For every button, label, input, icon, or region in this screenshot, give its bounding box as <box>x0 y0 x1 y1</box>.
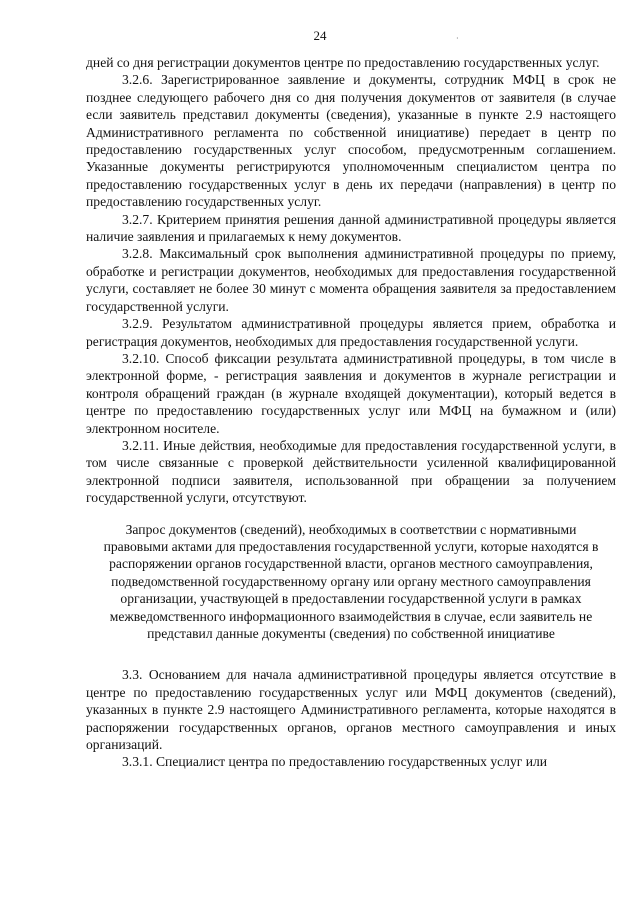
paragraph-3-2-10: 3.2.10. Способ фиксации результата административной процедуры, в том числе в электронной форме, - регистрация заявления и документов в журнале регистрации и контроля обращений граждан (в журнале входящей документации), который ведется в центре по предоставлению государственных услуг или МФЦ на бумажном и (или) электронном носителе. <box>86 350 616 436</box>
page-number: 24 <box>313 28 327 43</box>
paragraph-3-3: 3.3. Основанием для начала административной процедуры является отсутствие в центре по предоставлению государственных услуг или МФЦ документов (сведений), указанных в пункте 2.9 настоящего Административного регламента, которые находятся в распоряжении государственных органов, органов местного самоуправления и иных организаций. <box>86 667 616 753</box>
paragraph-3-2-7: 3.2.7. Критерием принятия решения данной административной процедуры является наличие заявления и прилагаемых к нему документов. <box>86 211 616 245</box>
spacer <box>86 507 616 521</box>
body-text <box>86 54 616 771</box>
paragraph-3-2-9: 3.2.9. Результатом административной процедуры является прием, обработка и регистрация документов, необходимых для предоставления государственной услуги. <box>86 316 616 349</box>
spacer <box>86 642 616 666</box>
section-heading: Запрос документов (сведений), необходимых в соответствии с нормативными правовыми актами для предоставления государственной услуги, которые находятся в распоряжении органов государственной власти, органов местного самоуправления, подведомственной государственному органу или органу местного самоуправления организации, участвующей в предоставлении государственной услуги в рамках межведомственного информационного взаимодействия в случае, если заявитель не представил данные документы (сведения) по собственной инициативе <box>103 521 599 641</box>
paragraph-3-3-1: 3.3.1. Специалист центра по предоставлению государственных услуг или <box>122 754 548 770</box>
paragraph-continuation: дней со дня регистрации документов центре по предоставлению государственных услуг. <box>86 55 600 70</box>
paragraph-3-2-11: 3.2.11. Иные действия, необходимые для предоставления государственной услуги, в том числе связанные с проверкой действительности усиленной квалифицированной электронной подписи заявителя, использованной при обращении за получением государственной услуги, отсутствуют. <box>86 437 616 506</box>
paragraph-3-2-8: 3.2.8. Максимальный срок выполнения административной процедуры по приему, обработке и регистрации документов, необходимых для предоставления государственной услуги, составляет не более 30 минут с момента обращения заявителя за предоставлением государственной услуги. <box>86 246 616 314</box>
corner-mark: · <box>456 34 459 43</box>
paragraph-3-2-6: 3.2.6. Зарегистрированное заявление и документы, сотрудник МФЦ в срок не позднее следующего рабочего дня со дня получения документов от заявителя (в случае если заявитель представил документы (сведения), указанные в пункте 2.9 настоящего Административного регламента по собственной инициативе) передает в центр по предоставлению государственных услуг способом, предусмотренным соглашением. Указанные документы регистрируются уполномоченным специалистом центра по предоставлению государственных услуг в день их передачи (направления) в центр по предоставлению государственных услуг. <box>86 72 616 210</box>
